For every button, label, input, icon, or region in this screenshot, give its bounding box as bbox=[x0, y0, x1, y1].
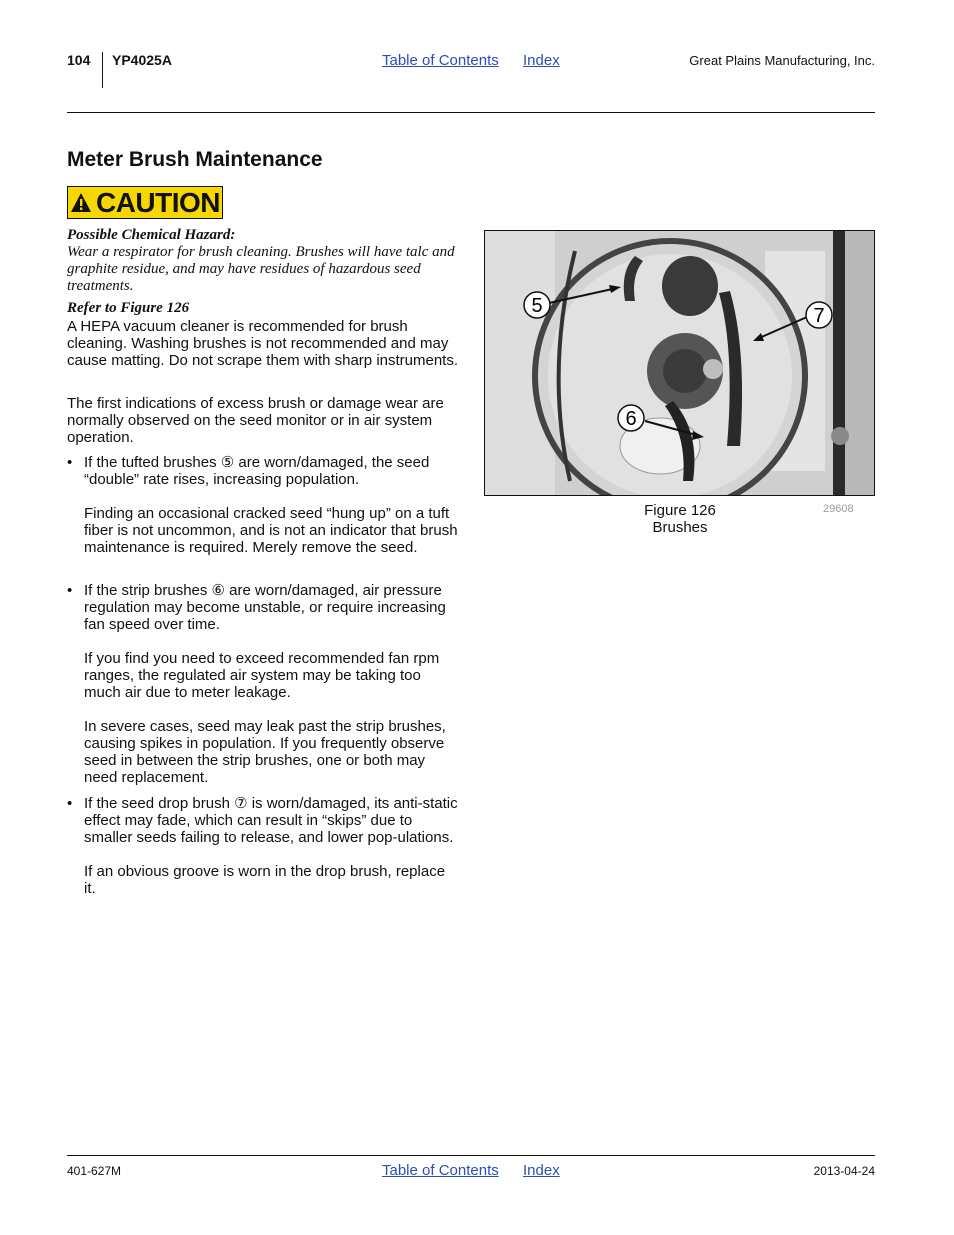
footer-rule bbox=[67, 1155, 875, 1156]
callout-6: 6 bbox=[625, 408, 637, 430]
brushes-photo bbox=[484, 230, 875, 496]
page-number: 104 bbox=[67, 52, 91, 68]
bullet-note: If you find you need to exceed recommended fan rpm ranges, the regulated air system may be taking too much air due to meter leakage. bbox=[84, 650, 440, 701]
meter-photo-illustration bbox=[485, 231, 875, 496]
model-label: YP4025A bbox=[112, 52, 172, 68]
warning-triangle-icon bbox=[70, 192, 92, 214]
bullet-lead: If the tufted brushes ⑤ are worn/damaged, the seed “double” rate rises, increasing population. bbox=[84, 454, 430, 488]
bullet-note: In severe cases, seed may leak past the strip brushes, causing spikes in population. If you frequently observe seed in between the strip brushes, one or both may need replacement. bbox=[84, 718, 446, 786]
bullet-marker: • bbox=[67, 454, 73, 471]
bullet-marker: • bbox=[67, 582, 73, 599]
header-rule bbox=[67, 112, 875, 113]
caution-text: CAUTION bbox=[95, 186, 221, 218]
document-number: 401-627M bbox=[67, 1164, 122, 1178]
publication-date: 2013-04-24 bbox=[813, 1164, 875, 1178]
figure-image-number: 29608 bbox=[823, 503, 854, 515]
footer-index-link[interactable]: Index bbox=[523, 1162, 560, 1179]
callout-5: 5 bbox=[531, 295, 543, 317]
figure-caption-title: Brushes bbox=[652, 519, 708, 536]
bullet-note: If an obvious groove is worn in the drop brush, replace it. bbox=[84, 863, 446, 897]
bullet-lead: If the seed drop brush ⑦ is worn/damaged, its anti-static effect may fade, which can result in “skips” due to smaller seeds failing to release, and lower pop-ulations. bbox=[84, 795, 458, 846]
refer-to-figure: Refer to Figure 126 bbox=[67, 300, 190, 316]
callout-7: 7 bbox=[813, 305, 825, 327]
figure-caption-number: Figure 126 bbox=[644, 502, 716, 519]
company-name: Great Plains Manufacturing, Inc. bbox=[689, 53, 875, 68]
caution-label bbox=[67, 186, 223, 219]
bullet-note: Finding an occasional cracked seed “hung up” on a tuft fiber is not uncommon, and is not an indicator that brush maintenance is required. Merely remove the seed. bbox=[84, 505, 458, 556]
footer-toc-link[interactable]: Table of Contents bbox=[382, 1162, 499, 1179]
hazard-text: Wear a respirator for brush cleaning. Brushes will have talc and graphite residue, and may have residues of hazardous seed treatments. bbox=[67, 244, 455, 294]
bullet-lead: If the strip brushes ⑥ are worn/damaged, air pressure regulation may become unstable, or require increasing fan speed over time. bbox=[84, 582, 446, 633]
bullet-marker: • bbox=[67, 795, 73, 812]
hazard-heading: Possible Chemical Hazard: bbox=[67, 227, 236, 243]
section-title: Meter Brush Maintenance bbox=[67, 148, 323, 171]
header-toc-link[interactable]: Table of Contents bbox=[382, 52, 499, 69]
header-divider bbox=[102, 52, 103, 88]
header-index-link[interactable]: Index bbox=[523, 52, 560, 69]
paragraph: A HEPA vacuum cleaner is recommended for brush cleaning. Washing brushes is not recommended and may cause matting. Do not scrape them with sharp instruments. bbox=[67, 318, 459, 369]
paragraph: The first indications of excess brush or damage wear are normally observed on the seed monitor or in air system operation. bbox=[67, 395, 444, 446]
